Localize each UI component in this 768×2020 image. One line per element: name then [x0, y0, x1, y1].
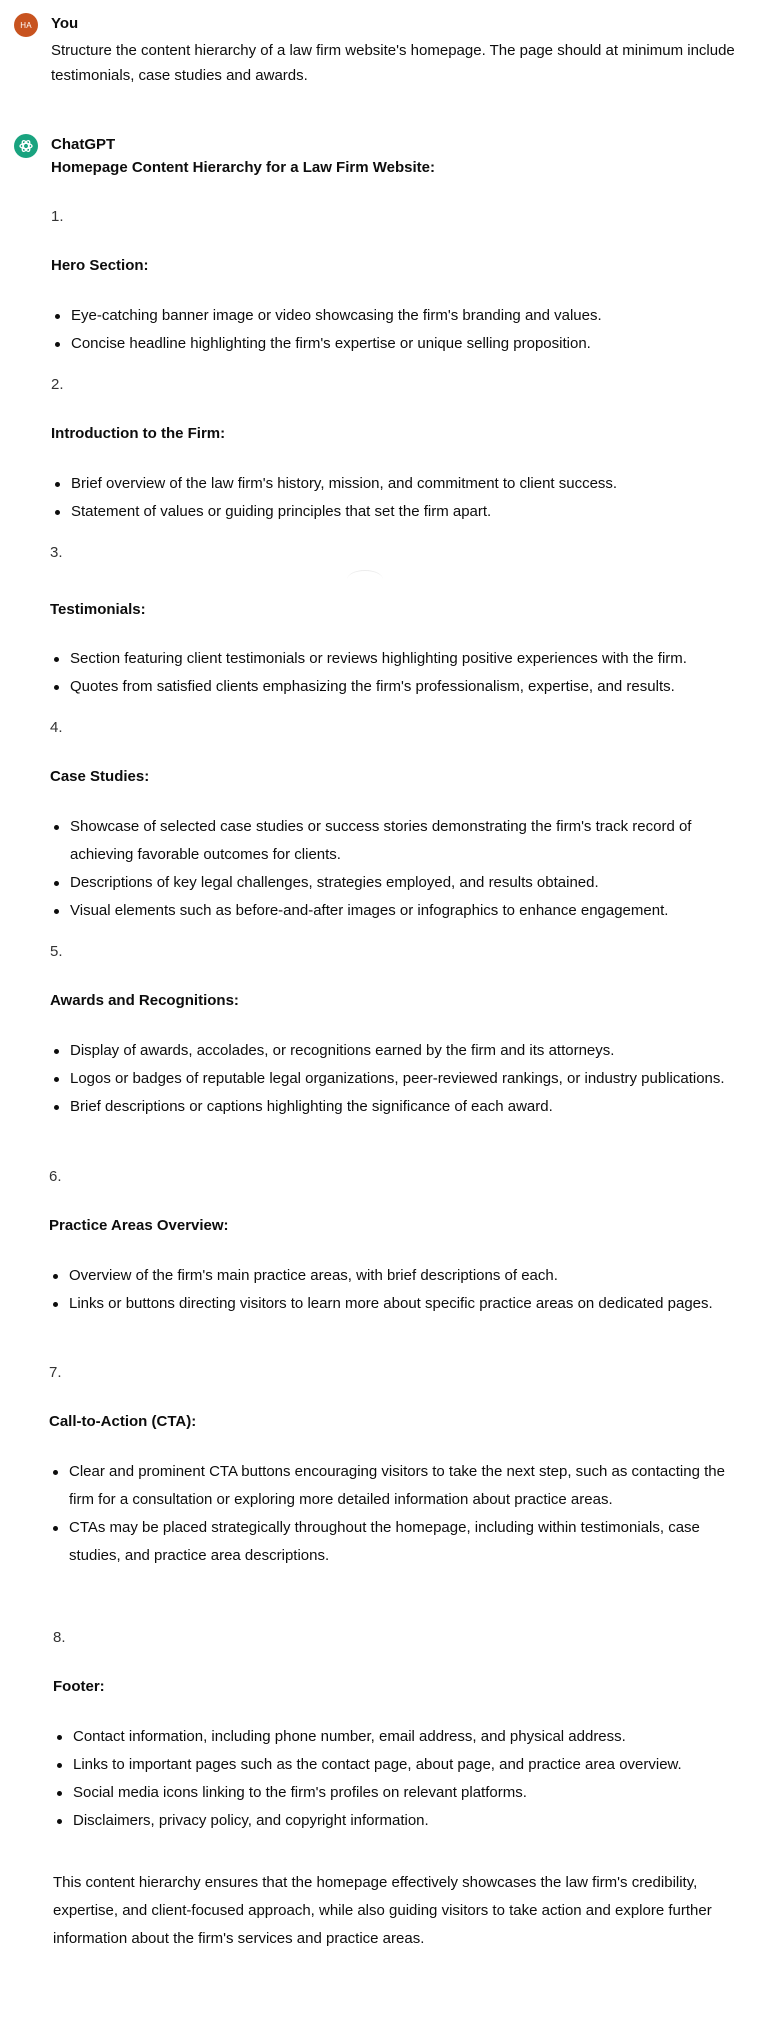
section-title: Awards and Recognitions:	[50, 992, 239, 1009]
bullet-list	[49, 1262, 739, 1318]
section-title: Case Studies:	[50, 768, 150, 785]
list-item: Descriptions of key legal challenges, strategies employed, and results obtained.	[50, 869, 740, 897]
loading-arc	[347, 570, 383, 589]
closing-paragraph: This content hierarchy ensures that the homepage effectively showcases the law firm's credibility, expertise, and client-focused approach, while also guiding visitors to take action and explore further information about the firm's services and practice areas.	[53, 1874, 712, 1947]
list-item: Visual elements such as before-and-after images or infographics to enhance engagement.	[50, 897, 740, 925]
list-item: Showcase of selected case studies or success stories demonstrating the firm's track record of achieving favorable outcomes for clients.	[50, 813, 740, 869]
bullet-list	[49, 1458, 739, 1570]
bullet-list	[51, 470, 741, 526]
bullet-list	[50, 1037, 740, 1121]
section-title: Hero Section:	[51, 257, 149, 274]
list-item: Links or buttons directing visitors to learn more about specific practice areas on dedicated pages.	[49, 1290, 739, 1318]
user-author-name: You	[51, 15, 79, 32]
bullet-list	[53, 1723, 743, 1835]
bullet-list	[50, 813, 740, 925]
list-item: Quotes from satisfied clients emphasizing the firm's professionalism, expertise, and results.	[50, 673, 740, 701]
section-number: 3.	[50, 544, 63, 561]
section-title: Introduction to the Firm:	[51, 425, 226, 442]
bullet-list	[50, 645, 740, 701]
section-number: 4.	[50, 719, 63, 736]
section-number: 5.	[50, 943, 63, 960]
section-number: 8.	[53, 1629, 66, 1646]
section-number: 7.	[49, 1364, 62, 1381]
section-title: Practice Areas Overview:	[49, 1217, 229, 1234]
user-message-text: Structure the content hierarchy of a law firm website's homepage. The page should at minimum include testimonials, case studies and awards.	[51, 42, 735, 84]
user-avatar-initials: HA	[20, 20, 32, 30]
section-number: 2.	[51, 376, 64, 393]
section-title: Testimonials:	[50, 601, 146, 618]
list-item: Display of awards, accolades, or recognitions earned by the firm and its attorneys.	[50, 1037, 740, 1065]
list-item: Overview of the firm's main practice areas, with brief descriptions of each.	[49, 1262, 739, 1290]
section-number: 1.	[51, 208, 64, 225]
list-item: Contact information, including phone number, email address, and physical address.	[53, 1723, 743, 1751]
bullet-list	[51, 302, 741, 358]
list-item: CTAs may be placed strategically throughout the homepage, including within testimonials, case studies, and practice area descriptions.	[49, 1514, 739, 1570]
list-item: Brief overview of the law firm's history, mission, and commitment to client success.	[51, 470, 741, 498]
user-avatar	[14, 13, 38, 37]
section-number: 6.	[49, 1168, 62, 1185]
list-item: Brief descriptions or captions highlighting the significance of each award.	[50, 1093, 740, 1121]
list-item: Logos or badges of reputable legal organizations, peer-reviewed rankings, or industry publications.	[50, 1065, 740, 1093]
section-title: Footer:	[53, 1678, 105, 1695]
list-item: Links to important pages such as the contact page, about page, and practice area overview.	[53, 1751, 743, 1779]
list-item: Social media icons linking to the firm's profiles on relevant platforms.	[53, 1779, 743, 1807]
response-heading: Homepage Content Hierarchy for a Law Firm Website:	[51, 159, 435, 176]
section-title: Call-to-Action (CTA):	[49, 1413, 197, 1430]
assistant-author-name: ChatGPT	[51, 136, 116, 153]
list-item: Eye-catching banner image or video showcasing the firm's branding and values.	[51, 302, 741, 330]
list-item: Section featuring client testimonials or reviews highlighting positive experiences with the firm.	[50, 645, 740, 673]
openai-logo-icon	[14, 134, 38, 158]
list-item: Statement of values or guiding principles that set the firm apart.	[51, 498, 741, 526]
list-item: Concise headline highlighting the firm's expertise or unique selling proposition.	[51, 330, 741, 358]
list-item: Clear and prominent CTA buttons encouraging visitors to take the next step, such as contacting the firm for a consultation or exploring more detailed information about practice areas.	[49, 1458, 739, 1514]
list-item: Disclaimers, privacy policy, and copyright information.	[53, 1807, 743, 1835]
